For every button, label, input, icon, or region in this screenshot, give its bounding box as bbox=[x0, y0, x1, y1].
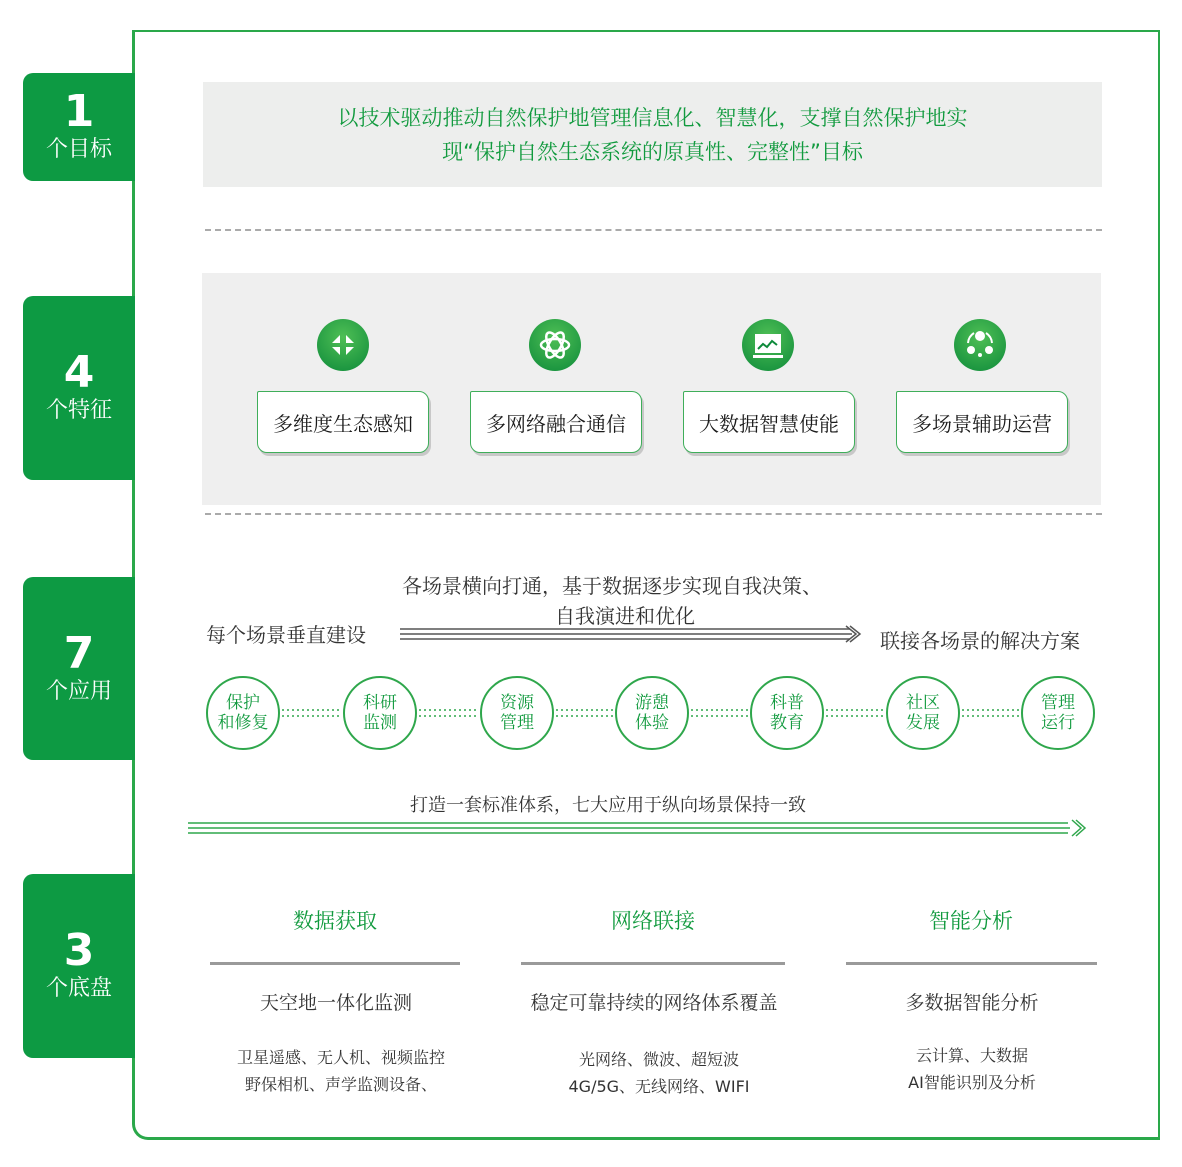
dotted-connector bbox=[691, 709, 751, 717]
base-title: 数据获取 bbox=[293, 909, 377, 933]
base-item: 光网络、微波、超短波 bbox=[578, 1050, 739, 1069]
app-circle bbox=[480, 676, 554, 750]
tab-bases-number: 3 bbox=[63, 925, 95, 976]
app-circle bbox=[1021, 676, 1095, 750]
app-left-text: 每个场景垂直建设 bbox=[206, 623, 366, 647]
base-subtitle: 天空地一体化监测 bbox=[259, 992, 412, 1014]
app-item-label: 游憩 体验 bbox=[635, 693, 669, 733]
tab-goal bbox=[23, 73, 135, 181]
tab-bases bbox=[23, 874, 135, 1058]
tab-features bbox=[23, 296, 135, 480]
monitor-chart-icon bbox=[742, 319, 794, 371]
app-circle bbox=[615, 676, 689, 750]
base-subtitle: 多数据智能分析 bbox=[905, 992, 1039, 1014]
tab-applications-number: 7 bbox=[63, 627, 95, 679]
base-divider bbox=[846, 962, 1097, 965]
app-circle bbox=[206, 676, 280, 750]
base-item: 野保相机、声学监测设备、 bbox=[244, 1075, 437, 1094]
feature-label: 大数据智慧使能 bbox=[683, 391, 855, 453]
app-item-label: 科普 教育 bbox=[770, 693, 804, 733]
app-right-text: 联接各场景的解决方案 bbox=[880, 629, 1080, 653]
tab-goal-label: 个目标 bbox=[45, 137, 112, 162]
base-item: 卫星遥感、无人机、视频监控 bbox=[236, 1048, 445, 1067]
base-item: 4G/5G、无线网络、WIFI bbox=[568, 1077, 750, 1096]
base-title: 智能分析 bbox=[929, 909, 1013, 933]
app-circle bbox=[886, 676, 960, 750]
atom-icon bbox=[529, 319, 581, 371]
base-item: AI智能识别及分析 bbox=[908, 1073, 1036, 1092]
app-item-label: 社区 发展 bbox=[906, 693, 940, 733]
feature-label: 多场景辅助运营 bbox=[896, 391, 1068, 453]
goal-panel bbox=[203, 82, 1102, 187]
tab-bases-label: 个底盘 bbox=[45, 976, 112, 1001]
tab-features-number: 4 bbox=[63, 347, 95, 398]
base-item: 云计算、大数据 bbox=[915, 1046, 1028, 1065]
feature-label: 多维度生态感知 bbox=[257, 391, 429, 453]
horizontal-arrow bbox=[400, 624, 862, 644]
tab-goal-number: 1 bbox=[63, 86, 95, 137]
dotted-connector bbox=[962, 709, 1022, 717]
base-divider bbox=[521, 962, 785, 965]
base-divider bbox=[210, 962, 460, 965]
dotted-connector bbox=[556, 709, 616, 717]
app-circle bbox=[750, 676, 824, 750]
app-item-label: 资源 管理 bbox=[500, 693, 534, 733]
app-bottom-text: 打造一套标准体系，七大应用于纵向场景保持一致 bbox=[410, 795, 806, 816]
base-subtitle: 稳定可靠持续的网络体系覆盖 bbox=[530, 992, 778, 1014]
tab-applications-label: 个应用 bbox=[45, 678, 112, 704]
app-circle bbox=[343, 676, 417, 750]
feature-label: 多网络融合通信 bbox=[470, 391, 642, 453]
features-panel bbox=[202, 273, 1101, 505]
divider bbox=[205, 229, 1102, 231]
app-top-text-2: 自我演进和优化 bbox=[555, 604, 695, 628]
goal-line-1: 以技术驱动推动自然保护地管理信息化、智慧化，支撑自然保护地实 bbox=[337, 105, 968, 130]
dotted-connector bbox=[826, 709, 886, 717]
app-item-label: 管理 运行 bbox=[1041, 693, 1075, 733]
tab-applications bbox=[23, 577, 135, 760]
app-top-text-1: 各场景横向打通，基于数据逐步实现自我决策、 bbox=[402, 574, 822, 598]
goal-line-2: 现“保护自然生态系统的原真性、完整性”目标 bbox=[442, 139, 863, 164]
app-item-label: 保护 和修复 bbox=[217, 693, 269, 733]
dotted-connector bbox=[282, 709, 342, 717]
compass-icon bbox=[317, 319, 369, 371]
app-item-label: 科研 监测 bbox=[363, 693, 397, 733]
dotted-connector bbox=[419, 709, 479, 717]
divider bbox=[205, 513, 1102, 515]
base-title: 网络联接 bbox=[611, 909, 695, 933]
standard-arrow bbox=[188, 818, 1088, 840]
network-nodes-icon bbox=[954, 319, 1006, 371]
tab-features-label: 个特征 bbox=[45, 398, 112, 423]
